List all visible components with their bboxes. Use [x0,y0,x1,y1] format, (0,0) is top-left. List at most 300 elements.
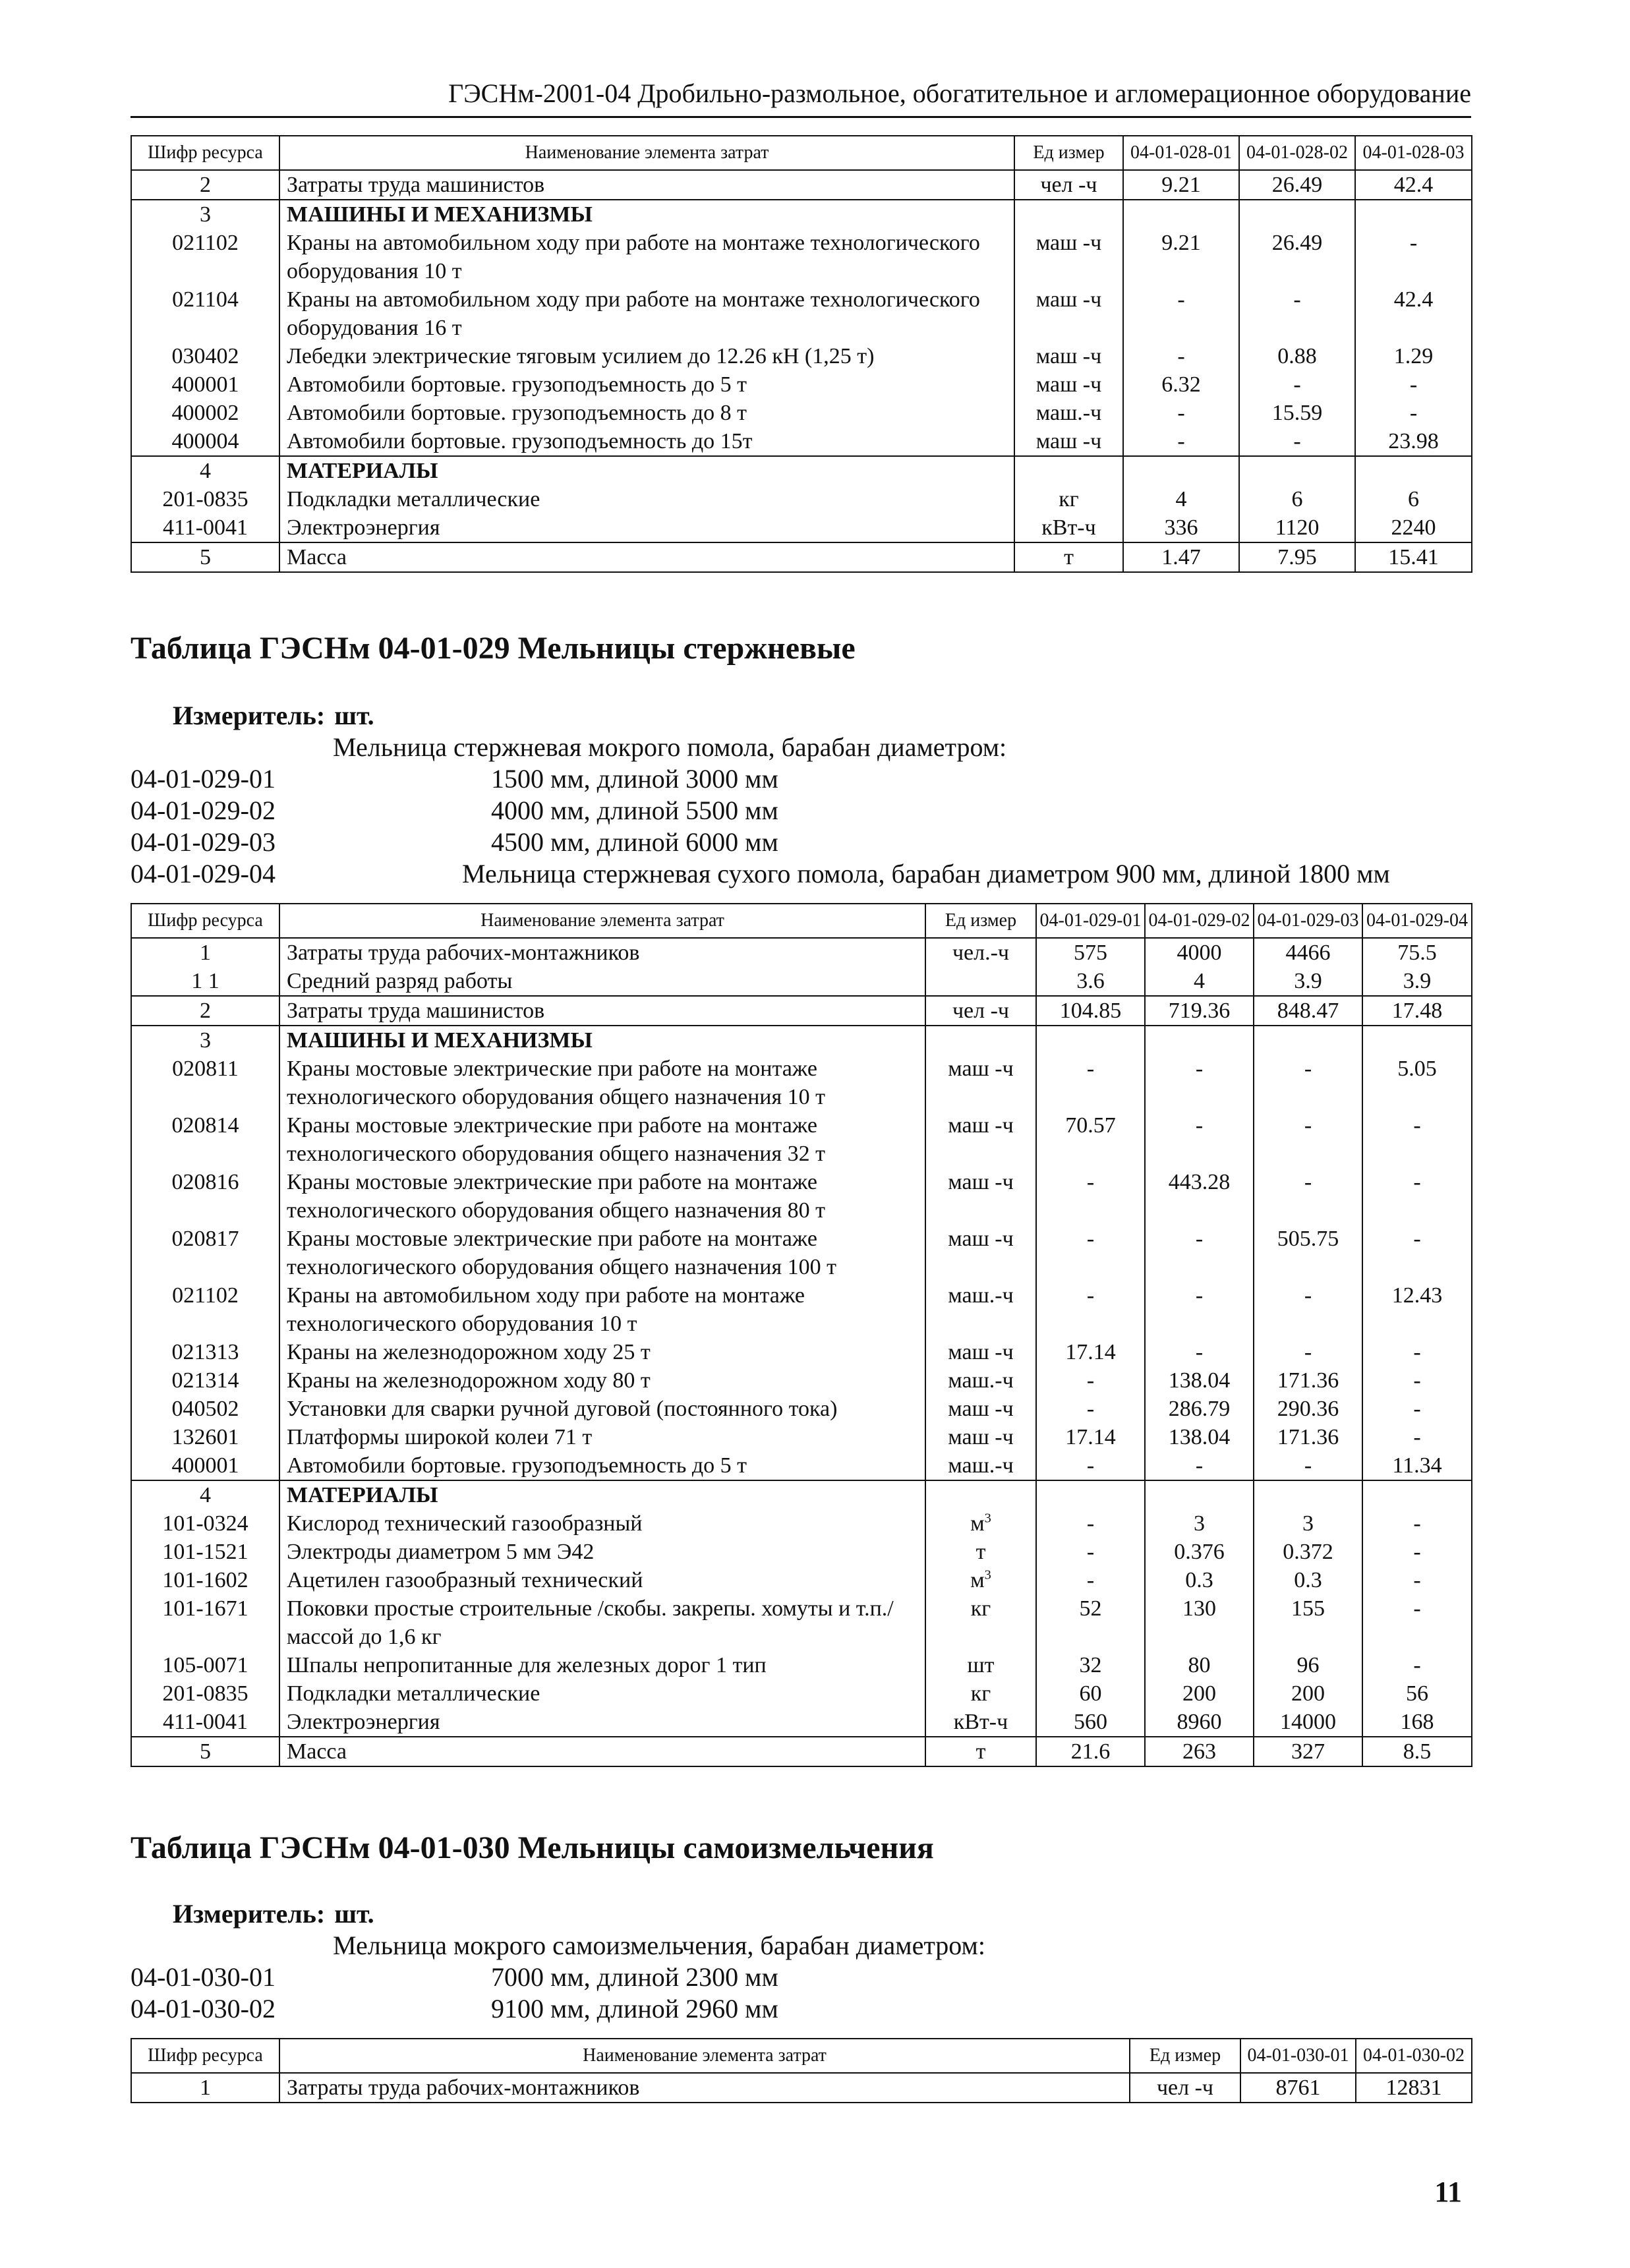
cost-element-cell: Автомобили бортовые. грузоподъемность до 5 т [279,1451,925,1480]
table-row [131,1451,1472,1480]
value-cell: 4 [1145,967,1254,996]
variant-code: 04-01-029-02 [131,796,276,825]
value-cell: 4466 [1254,938,1362,967]
value-cell: 75.5 [1362,938,1472,967]
cost-element-cell: Шпалы непропитанные для железных дорог 1 тип [279,1651,925,1679]
col-header-unit: Ед измер [1014,136,1123,170]
resource-code-cell: 400001 [131,370,279,399]
variant-code: 04-01-030-01 [131,1962,276,1992]
cost-element-cell: Средний разряд работы [279,967,925,996]
unit-cell [1014,456,1123,485]
value-cell [1036,1026,1145,1055]
value-cell: 52 [1036,1594,1145,1651]
value-cell: - [1239,285,1355,342]
variant-line [131,827,778,858]
resource-code-cell: 101-1602 [131,1566,279,1594]
value-cell: - [1355,229,1472,285]
value-cell: 0.88 [1239,342,1355,370]
value-cell: - [1145,1281,1254,1338]
cost-element-cell: Автомобили бортовые. грузоподъемность до 5 т [279,370,1014,399]
value-cell: - [1123,399,1239,427]
value-cell: 290.36 [1254,1395,1362,1423]
variant-text: 4000 мм, длиной 5500 мм [491,796,778,825]
value-cell: 8761 [1240,2073,1356,2103]
unit-cell [925,1026,1036,1055]
value-cell [1239,456,1355,485]
resource-code-cell: 101-0324 [131,1509,279,1538]
cost-element-cell: Краны на железнодорожном ходу 80 т [279,1366,925,1395]
unit-cell [925,1480,1036,1509]
value-cell: - [1145,1111,1254,1168]
cost-element-cell: Краны на автомобильном ходу при работе на монтаже технологического оборудования 10 т [279,229,1014,285]
cost-element-cell: Краны мостовые электрические при работе на монтаже технологического оборудования общего назначения 32 т [279,1111,925,1168]
resource-code-cell: 3 [131,1026,279,1055]
value-cell: 17.14 [1036,1338,1145,1366]
resource-code-cell: 020811 [131,1055,279,1111]
cost-element-cell: Краны на автомобильном ходу при работе на монтаже технологического оборудования 16 т [279,285,1014,342]
col-header-variant: 04-01-030-02 [1356,2039,1472,2073]
value-cell: - [1123,342,1239,370]
value-cell: 2240 [1355,513,1472,542]
unit-cell: маш -ч [1014,342,1123,370]
table-row [131,1055,1472,1111]
value-cell: - [1239,427,1355,456]
value-cell: - [1145,1451,1254,1480]
value-cell: 5.05 [1362,1055,1472,1111]
resource-code-cell: 020817 [131,1225,279,1281]
variant-code: 04-01-029-03 [131,827,276,857]
value-cell [1355,456,1472,485]
value-cell: 96 [1254,1651,1362,1679]
table-row [131,485,1472,513]
table-row [131,229,1472,285]
value-cell: - [1254,1168,1362,1225]
table-row [131,1026,1472,1055]
table-row [131,2073,1472,2103]
cost-element-cell: Подкладки металлические [279,1679,925,1708]
cost-element-cell: МАТЕРИАЛЫ [279,456,1014,485]
value-cell: 1.29 [1355,342,1472,370]
resource-code-cell: 201-0835 [131,485,279,513]
value-cell: 168 [1362,1708,1472,1737]
table-row [131,1111,1472,1168]
value-cell: 6 [1239,485,1355,513]
value-cell [1145,1026,1254,1055]
value-cell: 155 [1254,1594,1362,1651]
col-header-variant: 04-01-030-01 [1240,2039,1356,2073]
variant-text: Мельница стержневая сухого помола, барабан диаметром 900 мм, длиной 1800 мм [462,859,1390,888]
table-row [131,1423,1472,1451]
value-cell: 11.34 [1362,1451,1472,1480]
unit-cell: $м^3$ [925,1509,1036,1538]
value-cell: 8.5 [1362,1737,1472,1766]
value-cell: 0.372 [1254,1538,1362,1566]
value-cell: - [1362,1395,1472,1423]
value-cell: 104.85 [1036,996,1145,1026]
cost-element-cell: Краны мостовые электрические при работе на монтаже технологического оборудования общего назначения 100 т [279,1225,925,1281]
value-cell: - [1362,1538,1472,1566]
resource-code-cell: 201-0835 [131,1679,279,1708]
col-header-variant: 04-01-029-04 [1362,904,1472,938]
value-cell: 130 [1145,1594,1254,1651]
value-cell: 32 [1036,1651,1145,1679]
col-header-code: Шифр ресурса [131,2039,279,2073]
unit-cell: шт [925,1651,1036,1679]
value-cell: 200 [1254,1679,1362,1708]
variant-line [131,1993,778,2025]
resource-code-cell: 4 [131,456,279,485]
table-row [131,370,1472,399]
value-cell: 0.3 [1254,1566,1362,1594]
table-row [131,1651,1472,1679]
resource-code-cell: 132601 [131,1423,279,1451]
table-row [131,1338,1472,1366]
unit-cell: $м^3$ [925,1566,1036,1594]
table-row [131,342,1472,370]
unit-cell [925,967,1036,996]
variant-line [131,858,1390,890]
value-cell [1254,1480,1362,1509]
resource-code-cell: 021313 [131,1338,279,1366]
cost-element-cell: Поковки простые строительные /скобы. закрепы. хомуты и т.п./ массой до 1,6 кг [279,1594,925,1651]
resource-code-cell: 105-0071 [131,1651,279,1679]
value-cell: - [1362,1509,1472,1538]
value-cell: 3.6 [1036,967,1145,996]
variant-text: 7000 мм, длиной 2300 мм [491,1962,778,1992]
resource-code-cell: 3 [131,200,279,229]
resource-code-cell: 021104 [131,285,279,342]
col-header-variant: 04-01-029-03 [1254,904,1362,938]
resource-code-cell: 101-1671 [131,1594,279,1651]
unit-cell: маш -ч [1014,370,1123,399]
value-cell: 7.95 [1239,542,1355,572]
table-row [131,170,1472,200]
table-row [131,1679,1472,1708]
value-cell: - [1254,1055,1362,1111]
cost-element-cell: Автомобили бортовые. грузоподъемность до 8 т [279,399,1014,427]
col-header-unit: Ед измер [1130,2039,1240,2073]
cost-element-cell: Установки для сварки ручной дуговой (постоянного тока) [279,1395,925,1423]
value-cell: 70.57 [1036,1111,1145,1168]
unit-cell: маш -ч [1014,285,1123,342]
value-cell: 286.79 [1145,1395,1254,1423]
col-header-variant: 04-01-029-02 [1145,904,1254,938]
norms-table-030 [131,2038,1472,2103]
variant-code: 04-01-029-01 [131,764,276,794]
value-cell: - [1036,1168,1145,1225]
table-row [131,1168,1472,1225]
value-cell: 9.21 [1123,170,1239,200]
variant-code: 04-01-030-02 [131,1994,276,2023]
resource-code-cell: 5 [131,1737,279,1766]
table-row [131,285,1472,342]
table-row [131,1225,1472,1281]
resource-code-cell: 4 [131,1480,279,1509]
unit-cell: кВт-ч [1014,513,1123,542]
col-header-variant: 04-01-029-01 [1036,904,1145,938]
table-row [131,1566,1472,1594]
col-header-code: Шифр ресурса [131,136,279,170]
resource-code-cell: 400004 [131,427,279,456]
col-header-code: Шифр ресурса [131,904,279,938]
value-cell: 4 [1123,485,1239,513]
table-row [131,1281,1472,1338]
running-header: ГЭСНм-2001-04 Дробильно-размольное, обогатительное и агломерационное оборудование [131,78,1471,118]
value-cell: 138.04 [1145,1366,1254,1395]
table-row [131,200,1472,229]
col-header-variant: 04-01-028-03 [1355,136,1472,170]
resource-code-cell: 021314 [131,1366,279,1395]
table-row [131,967,1472,996]
value-cell [1239,200,1355,229]
measure-unit: шт. [334,701,374,730]
value-cell: 1.47 [1123,542,1239,572]
cost-element-cell: Затраты труда машинистов [279,996,925,1026]
unit-cell: чел -ч [1130,2073,1240,2103]
value-cell: 42.4 [1355,285,1472,342]
value-cell: - [1362,1168,1472,1225]
variant-line [131,795,778,827]
col-header-name: Наименование элемента затрат [279,904,925,938]
norms-table-028 [131,135,1472,573]
resource-code-cell: 2 [131,170,279,200]
value-cell: 327 [1254,1737,1362,1766]
table-row [131,399,1472,427]
col-header-variant: 04-01-028-02 [1239,136,1355,170]
table-row [131,456,1472,485]
value-cell: 4000 [1145,938,1254,967]
value-cell: 3 [1145,1509,1254,1538]
description-030: Мельница мокрого самоизмельчения, барабан диаметром: [333,1931,985,1960]
cost-element-cell: МАТЕРИАЛЫ [279,1480,925,1509]
table-row [131,1480,1472,1509]
value-cell [1036,1480,1145,1509]
value-cell [1355,200,1472,229]
unit-cell: маш -ч [925,1338,1036,1366]
resource-code-cell: 020814 [131,1111,279,1168]
unit-cell: маш -ч [925,1395,1036,1423]
table-row [131,1395,1472,1423]
value-cell: - [1036,1281,1145,1338]
cost-element-cell: МАШИНЫ И МЕХАНИЗМЫ [279,1026,925,1055]
value-cell [1123,456,1239,485]
value-cell: 26.49 [1239,170,1355,200]
value-cell: 336 [1123,513,1239,542]
table-row [131,427,1472,456]
value-cell: 15.41 [1355,542,1472,572]
cost-element-cell: Лебедки электрические тяговым усилием до 12.26 кН (1,25 т) [279,342,1014,370]
value-cell: 56 [1362,1679,1472,1708]
col-header-name: Наименование элемента затрат [279,136,1014,170]
table-row [131,513,1472,542]
table-row [131,542,1472,572]
unit-cell: т [1014,542,1123,572]
unit-cell: маш -ч [925,1168,1036,1225]
value-cell [1362,1026,1472,1055]
value-cell: 171.36 [1254,1423,1362,1451]
resource-code-cell: 1 [131,2073,279,2103]
resource-code-cell: 5 [131,542,279,572]
cost-element-cell: Краны на железнодорожном ходу 25 т [279,1338,925,1366]
value-cell: - [1036,1225,1145,1281]
resource-code-cell: 1 [131,938,279,967]
unit-cell: маш -ч [1014,229,1123,285]
value-cell [1145,1480,1254,1509]
unit-cell: кг [925,1679,1036,1708]
value-cell [1362,1480,1472,1509]
cost-element-cell: Электроэнергия [279,513,1014,542]
norms-table-029 [131,903,1472,1767]
value-cell: 560 [1036,1708,1145,1737]
unit-cell: маш -ч [925,1111,1036,1168]
table-row [131,1708,1472,1737]
measure-line-029 [173,700,374,732]
unit-cell: чел -ч [925,996,1036,1026]
cost-element-cell: Электроды диаметром 5 мм Э42 [279,1538,925,1566]
col-header-name: Наименование элемента затрат [279,2039,1130,2073]
measure-label: Измеритель: [173,1899,326,1929]
value-cell: - [1254,1111,1362,1168]
variant-line [131,763,778,795]
page-number: 11 [1434,2176,1462,2208]
cost-element-cell: Ацетилен газообразный технический [279,1566,925,1594]
table-row [131,996,1472,1026]
table-title-030: Таблица ГЭСНм 04-01-030 Мельницы самоизмельчения [131,1830,934,1865]
unit-cell: чел.-ч [925,938,1036,967]
value-cell: 60 [1036,1679,1145,1708]
table-row [131,1366,1472,1395]
resource-code-cell: 411-0041 [131,513,279,542]
unit-cell: кг [925,1594,1036,1651]
value-cell: - [1362,1423,1472,1451]
value-cell: 719.36 [1145,996,1254,1026]
value-cell: - [1239,370,1355,399]
value-cell: 17.14 [1036,1423,1145,1451]
unit-cell: маш -ч [925,1423,1036,1451]
variant-text: 1500 мм, длиной 3000 мм [491,764,778,794]
table-row [131,1737,1472,1766]
unit-cell: маш -ч [925,1055,1036,1111]
value-cell: - [1362,1111,1472,1168]
value-cell: 9.21 [1123,229,1239,285]
value-cell: - [1036,1395,1145,1423]
resource-code-cell: 030402 [131,342,279,370]
resource-code-cell: 101-1521 [131,1538,279,1566]
value-cell: 21.6 [1036,1737,1145,1766]
variant-line [131,1962,778,1993]
table-row [131,1509,1472,1538]
cost-element-cell: Масса [279,542,1014,572]
resource-code-cell: 021102 [131,229,279,285]
resource-code-cell: 021102 [131,1281,279,1338]
value-cell: 42.4 [1355,170,1472,200]
value-cell: 3 [1254,1509,1362,1538]
table-row [131,1538,1472,1566]
value-cell: 80 [1145,1651,1254,1679]
value-cell: - [1254,1451,1362,1480]
variant-text: 4500 мм, длиной 6000 мм [491,827,778,857]
value-cell: - [1145,1338,1254,1366]
resource-code-cell: 040502 [131,1395,279,1423]
col-header-unit: Ед измер [925,904,1036,938]
cost-element-cell: Краны на автомобильном ходу при работе на монтаже технологического оборудования 10 т [279,1281,925,1338]
unit-cell: т [925,1538,1036,1566]
unit-cell: маш.-ч [925,1281,1036,1338]
resource-code-cell: 2 [131,996,279,1026]
resource-code-cell: 020816 [131,1168,279,1225]
cost-element-cell: Кислород технический газообразный [279,1509,925,1538]
unit-cell: чел -ч [1014,170,1123,200]
value-cell: 6.32 [1123,370,1239,399]
value-cell: - [1362,1651,1472,1679]
value-cell: 0.3 [1145,1566,1254,1594]
value-cell: 443.28 [1145,1168,1254,1225]
value-cell: 848.47 [1254,996,1362,1026]
value-cell: 138.04 [1145,1423,1254,1451]
value-cell: - [1362,1594,1472,1651]
resource-code-cell: 400001 [131,1451,279,1480]
measure-line-030 [173,1898,374,1930]
cost-element-cell: Электроэнергия [279,1708,925,1737]
unit-cell: маш.-ч [925,1451,1036,1480]
value-cell: 263 [1145,1737,1254,1766]
cost-element-cell: Краны мостовые электрические при работе на монтаже технологического оборудования общего назначения 10 т [279,1055,925,1111]
unit-cell: маш -ч [925,1225,1036,1281]
value-cell: 12831 [1356,2073,1472,2103]
col-header-variant: 04-01-028-01 [1123,136,1239,170]
table-row [131,938,1472,967]
value-cell: - [1145,1055,1254,1111]
value-cell: - [1362,1338,1472,1366]
measure-unit: шт. [334,1899,374,1929]
cost-element-cell: Затраты труда рабочих-монтажников [279,2073,1130,2103]
resource-code-cell: 411-0041 [131,1708,279,1737]
table-title-029: Таблица ГЭСНм 04-01-029 Мельницы стержневые [131,631,856,666]
value-cell: 0.376 [1145,1538,1254,1566]
value-cell [1123,200,1239,229]
value-cell: - [1036,1566,1145,1594]
table-row [131,1594,1472,1651]
unit-cell: кВт-ч [925,1708,1036,1737]
value-cell: - [1355,399,1472,427]
cost-element-cell: МАШИНЫ И МЕХАНИЗМЫ [279,200,1014,229]
value-cell: - [1036,1538,1145,1566]
value-cell [1254,1026,1362,1055]
value-cell: 17.48 [1362,996,1472,1026]
value-cell: - [1123,285,1239,342]
cost-element-cell: Затраты труда машинистов [279,170,1014,200]
value-cell: 1120 [1239,513,1355,542]
variant-text: 9100 мм, длиной 2960 мм [491,1994,778,2023]
value-cell: - [1036,1366,1145,1395]
variant-code: 04-01-029-04 [131,859,276,888]
value-cell: 14000 [1254,1708,1362,1737]
value-cell: 15.59 [1239,399,1355,427]
value-cell: - [1362,1225,1472,1281]
value-cell: - [1036,1509,1145,1538]
value-cell: - [1362,1366,1472,1395]
unit-cell [1014,200,1123,229]
cost-element-cell: Подкладки металлические [279,485,1014,513]
value-cell: 26.49 [1239,229,1355,285]
cost-element-cell: Краны мостовые электрические при работе на монтаже технологического оборудования общего назначения 80 т [279,1168,925,1225]
value-cell: - [1036,1055,1145,1111]
unit-cell: маш.-ч [925,1366,1036,1395]
measure-label: Измеритель: [173,701,326,730]
value-cell: 3.9 [1254,967,1362,996]
cost-element-cell: Затраты труда рабочих-монтажников [279,938,925,967]
value-cell: 200 [1145,1679,1254,1708]
